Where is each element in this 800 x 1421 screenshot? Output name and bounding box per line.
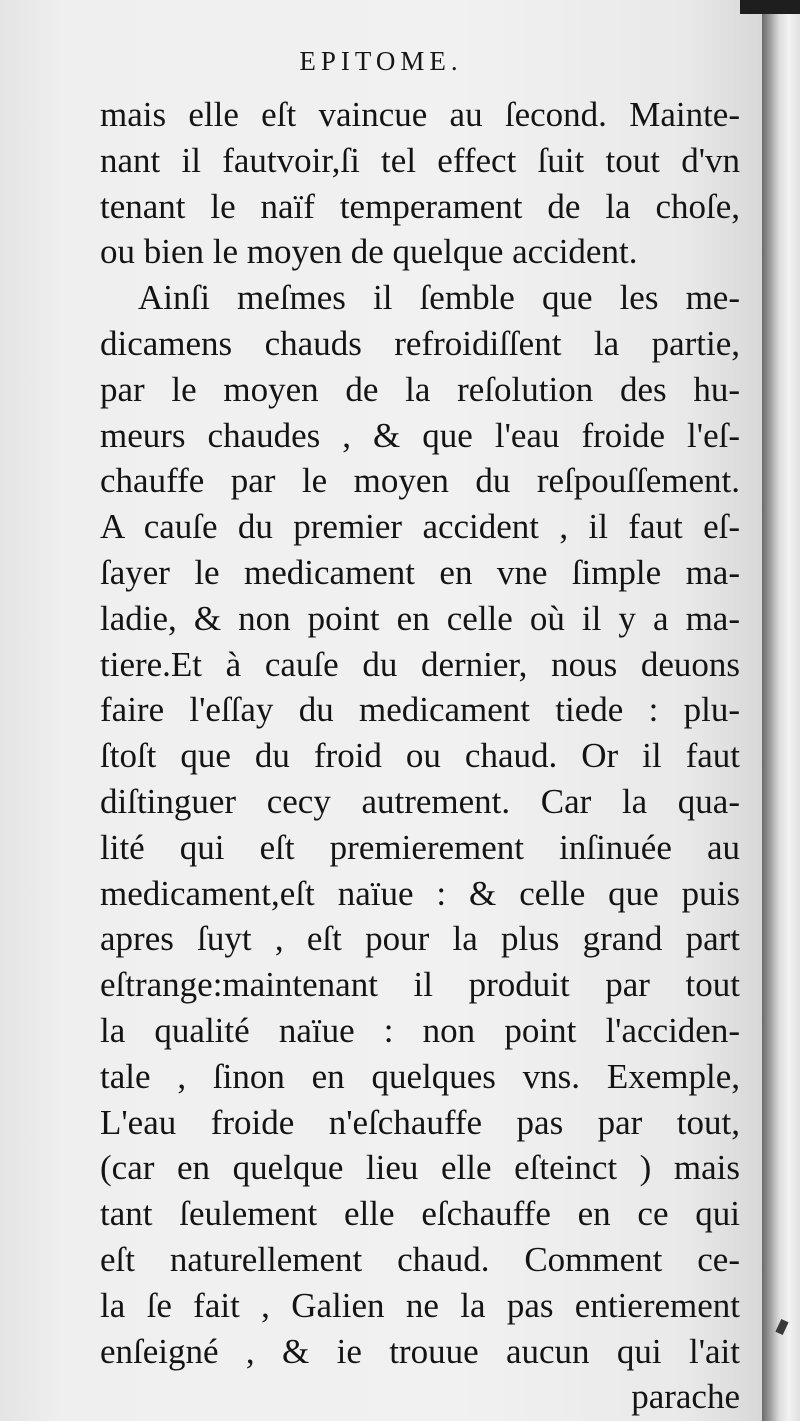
text-line: A cauſe du premier accident , il faut eſ- (100, 507, 740, 547)
running-head: EPITOME. (299, 46, 463, 76)
text-line: faire l'eſſay du medicament tiede : plu- (100, 690, 740, 730)
text-line: apres ſuyt , eſt pour la plus grand part (100, 919, 740, 959)
text-line: chauffe par le moyen du reſpouſſement. (100, 461, 740, 501)
text-line: nant il fautvoir,ſi tel effect ſuit tout d'vn (100, 140, 740, 180)
body-text (100, 92, 740, 1420)
text-line: tenant le naïf temperament de la choſe, (100, 186, 740, 226)
text-line: L'eau froide n'eſchauffe pas par tout, (100, 1102, 740, 1142)
scan-border (740, 0, 800, 14)
text-line: la qualité naïue : non point l'acciden- (100, 1010, 740, 1050)
text-line: par le moyen de la reſolution des hu- (100, 369, 740, 409)
text-line: ſtoſt que du froid ou chaud. Or il faut (100, 736, 740, 776)
text-line: eſtrange:maintenant il produit par tout (100, 965, 740, 1005)
catchword: parache (631, 1377, 740, 1417)
text-line: medicament,eſt naïue : & celle que puis (100, 873, 740, 913)
text-line: ſayer le medicament en vne ſimple ma- (100, 552, 740, 592)
text-line: lité qui eſt premierement inſinuée au (100, 827, 740, 867)
text-line: (car en quelque lieu elle eſteinct ) mais (100, 1148, 740, 1188)
text-line: Ainſi meſmes il ſemble que les me- (138, 278, 740, 318)
text-line: la ſe fait , Galien ne la pas entierement (100, 1285, 740, 1325)
text-line: dicamens chauds refroidiſſent la partie, (100, 323, 740, 363)
page-gutter-shadow (762, 0, 800, 1421)
text-line: enſeigné , & ie trouue aucun qui l'ait (100, 1331, 740, 1371)
text-line: mais elle eſt vaincue au ſecond. Mainte- (100, 95, 740, 134)
text-line: ou bien le moyen de quelque accident. (100, 232, 638, 272)
text-line: eſt naturellement chaud. Comment ce- (100, 1239, 740, 1279)
text-line: diſtinguer cecy autrement. Car la qua- (100, 781, 740, 821)
text-line: ladie, & non point en celle où il y a ma- (100, 598, 740, 638)
text-line: tale , ſinon en quelques vns. Exemple, (100, 1056, 740, 1096)
text-line: meurs chaudes , & que l'eau froide l'eſ- (100, 415, 740, 455)
text-line: tiere.Et à cauſe du dernier, nous deuons (100, 644, 740, 684)
text-line: tant ſeulement elle eſchauffe en ce qui (100, 1194, 740, 1234)
